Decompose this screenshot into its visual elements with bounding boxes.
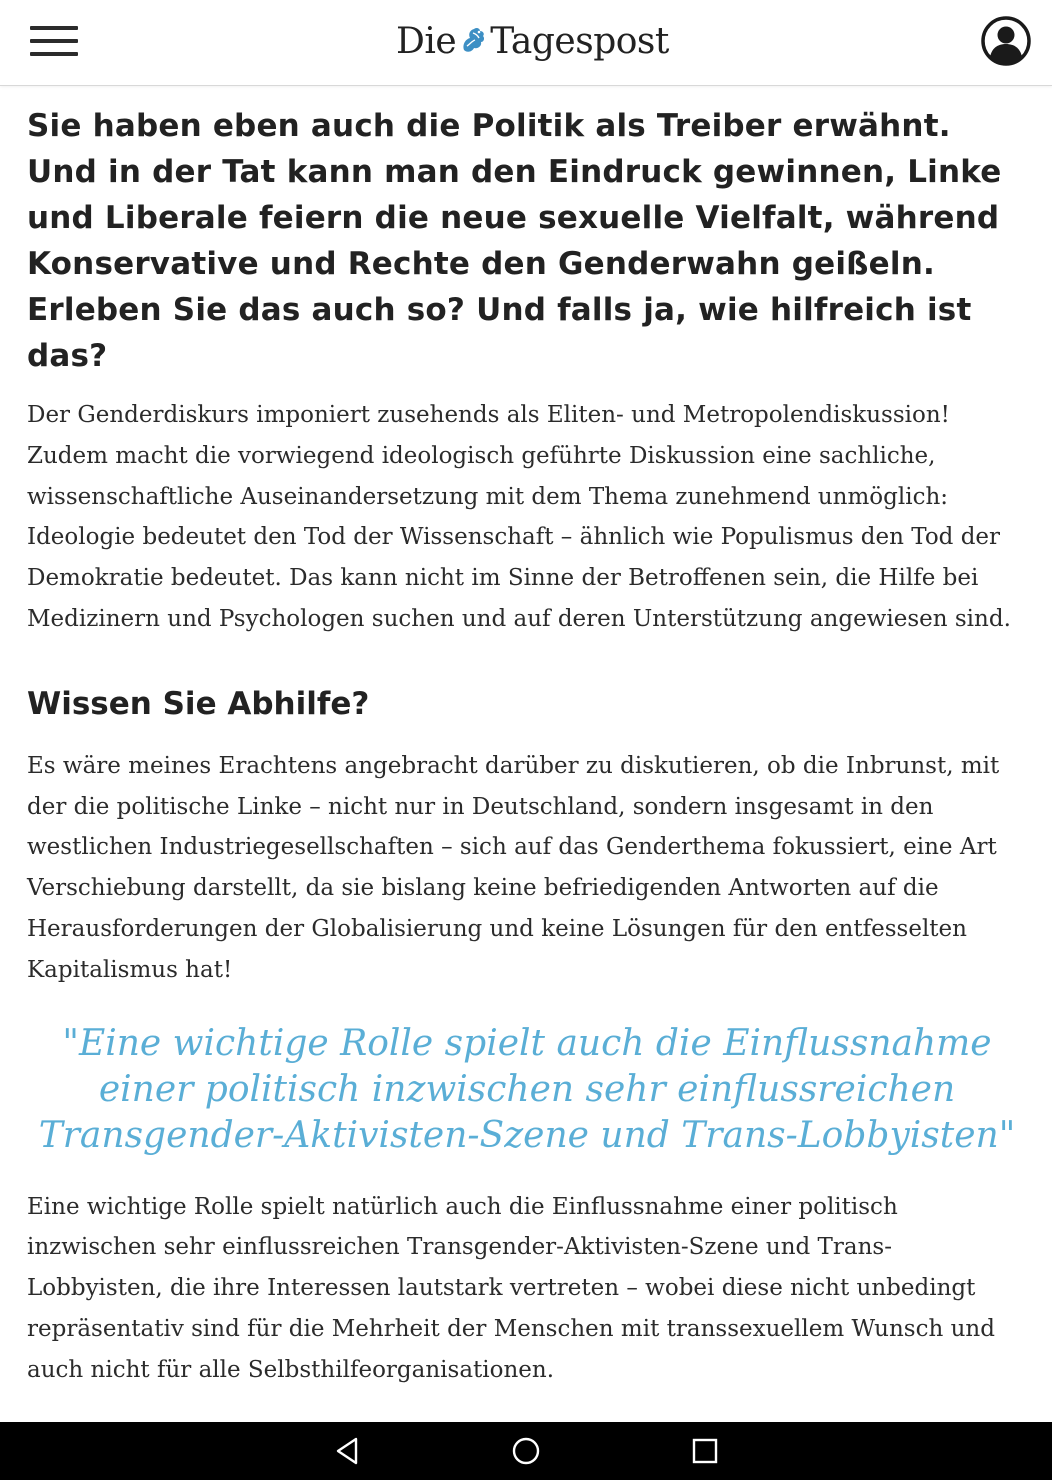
home-circle-icon[interactable]	[508, 1433, 544, 1469]
site-logo[interactable]	[396, 14, 669, 68]
logo-emblem-icon	[458, 24, 488, 58]
user-account-icon[interactable]	[980, 15, 1032, 67]
user-avatar-graphic	[980, 15, 1032, 67]
interview-question-heading: Sie haben eben auch die Politik als Treiber erwähnt. Und in der Tat kann man den Eindruck gewinnen, Linke und Liberale feiern die neue sexuelle Vielfalt, während Konservative und Rechte den Genderwahn geißeln. Erleben Sie das auch so? Und falls ja, wie hilfreich ist das?	[27, 108, 1002, 374]
article-paragraph: Der Genderdiskurs imponiert zusehends als Eliten- und Metropolendiskussion! Zudem macht die vorwiegend ideologisch geführte Diskussion eine sachliche, wissenschaftliche Auseinandersetzung mit dem Thema zunehmend unmöglich: Ideologie bedeutet den Tod der Wissenschaft – ähnlich wie Populismus den Tod der Demokratie bedeutet. Das kann nicht im Sinne der Betroffenen sein, die Hilfe bei Medizinern und Psychologen suchen und auf deren Unterstützung angewiesen sind.	[27, 402, 1011, 632]
system-navigation-bar	[0, 1422, 1052, 1480]
back-triangle-icon[interactable]	[330, 1433, 366, 1469]
menu-line	[30, 52, 78, 56]
recents-square-icon[interactable]	[687, 1433, 723, 1469]
article-paragraph: Eine wichtige Rolle spielt natürlich auch die Einflussnahme einer politisch inzwischen sehr einflussreichen Transgender-Aktivisten-Szene und Trans-Lobbyisten, die ihre Interessen lautstark vertreten – wobei diese nicht unbedingt repräsentativ sind für die Mehrheit der Menschen mit transsexuellem Wunsch und auch nicht für alle Selbsthilfeorganisationen.	[27, 1193, 995, 1383]
menu-line	[30, 26, 78, 30]
article-paragraph: Es wäre meines Erachtens angebracht darüber zu diskutieren, ob die Inbrunst, mit der die politische Linke – nicht nur in Deutschland, sondern insgesamt in den westlichen Industriegesellschaften – sich auf das Genderthema fokussiert, eine Art Verschiebung darstellt, da sie bislang keine befriedigenden Antworten auf die Herausforderungen der Globalisierung und keine Lösungen für den entfesselten Kapitalismus hat!	[27, 752, 1000, 983]
article-body	[27, 86, 1027, 1391]
app-header	[0, 0, 1052, 86]
interview-subheading: Wissen Sie Abhilfe?	[27, 685, 370, 722]
menu-line	[30, 39, 78, 43]
logo-text-die: Die	[396, 20, 457, 62]
hamburger-menu-icon[interactable]	[30, 24, 78, 58]
pull-quote: "Eine wichtige Rolle spielt auch die Einflussnahme einer politisch inzwischen sehr einflussreichen Transgender-Aktivisten-Szene und Trans-Lobbyisten"	[38, 1022, 1016, 1156]
logo-text-tagespost: Tagespost	[490, 20, 669, 62]
